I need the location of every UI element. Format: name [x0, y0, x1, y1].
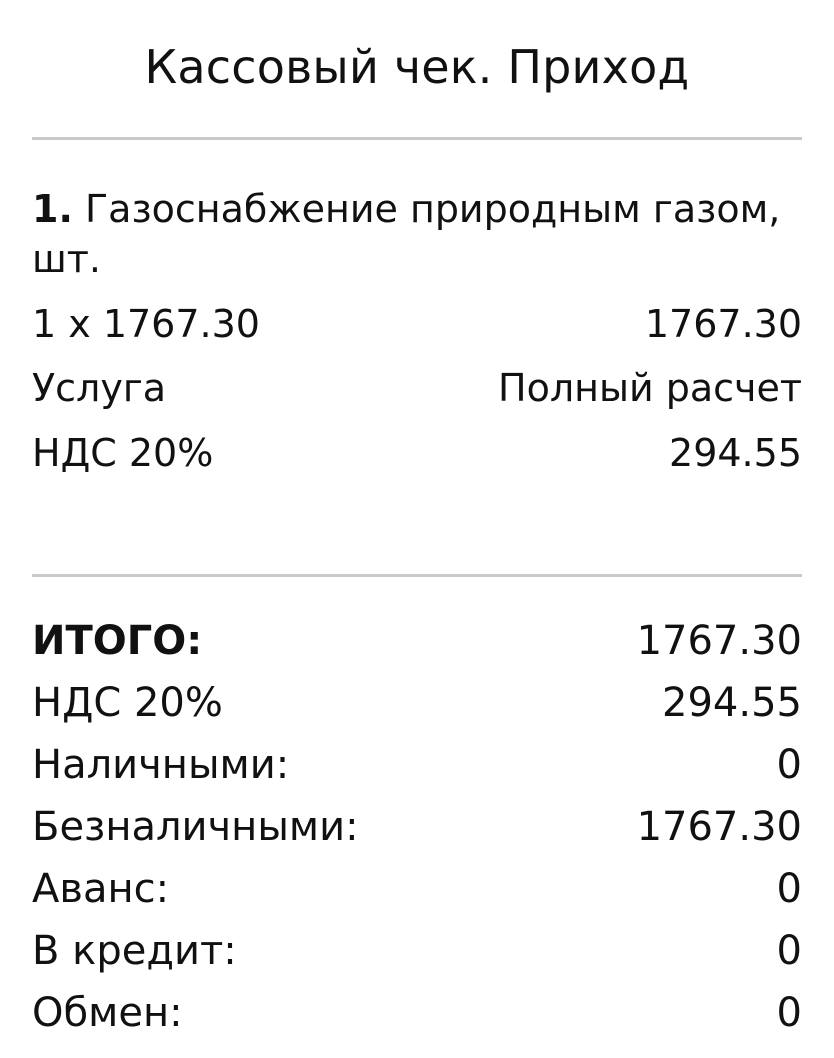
item-row-type-label: Услуга	[32, 366, 167, 411]
total-cashless-label: Безналичными:	[32, 804, 359, 851]
total-row-exchange	[32, 985, 802, 1041]
total-row-prepayment	[32, 861, 802, 917]
total-row-cash	[32, 737, 802, 793]
total-cash-label: Наличными:	[32, 742, 290, 789]
item-row-vat	[32, 428, 802, 479]
total-prepayment-label: Аванс:	[32, 866, 170, 913]
total-row-grand	[32, 613, 802, 669]
total-grand-value: 1767.30	[636, 618, 802, 665]
receipt-title: Кассовый чек. Приход	[144, 40, 690, 94]
total-prepayment-value: 0	[776, 866, 802, 913]
item-row-vat-label: НДС 20%	[32, 430, 214, 475]
totals-section	[32, 577, 802, 1041]
total-row-cashless	[32, 799, 802, 855]
total-grand-label: ИТОГО:	[32, 618, 203, 665]
item-row-vat-value: 294.55	[669, 430, 802, 475]
item-title: Газоснабжение природным газом, шт.	[32, 186, 781, 282]
item-row-quantity-value: 1767.30	[644, 301, 802, 346]
total-cashless-value: 1767.30	[636, 804, 802, 851]
spacer	[32, 478, 802, 574]
total-vat-label: НДС 20%	[32, 680, 223, 727]
item-name	[32, 184, 802, 285]
item-row-quantity	[32, 299, 802, 350]
total-vat-value: 294.55	[662, 680, 802, 727]
total-exchange-value: 0	[776, 990, 802, 1037]
total-row-vat	[32, 675, 802, 731]
item-row-type-value: Полный расчет	[498, 366, 802, 411]
total-credit-label: В кредит:	[32, 928, 237, 975]
total-row-credit	[32, 923, 802, 979]
item-row-type	[32, 363, 802, 414]
item-index: 1.	[32, 186, 73, 231]
item-detail-rows	[32, 299, 802, 479]
total-credit-value: 0	[776, 928, 802, 975]
total-cash-value: 0	[776, 742, 802, 789]
item-row-quantity-label: 1 x 1767.30	[32, 301, 260, 346]
receipt-item	[32, 140, 802, 479]
total-exchange-label: Обмен:	[32, 990, 183, 1037]
